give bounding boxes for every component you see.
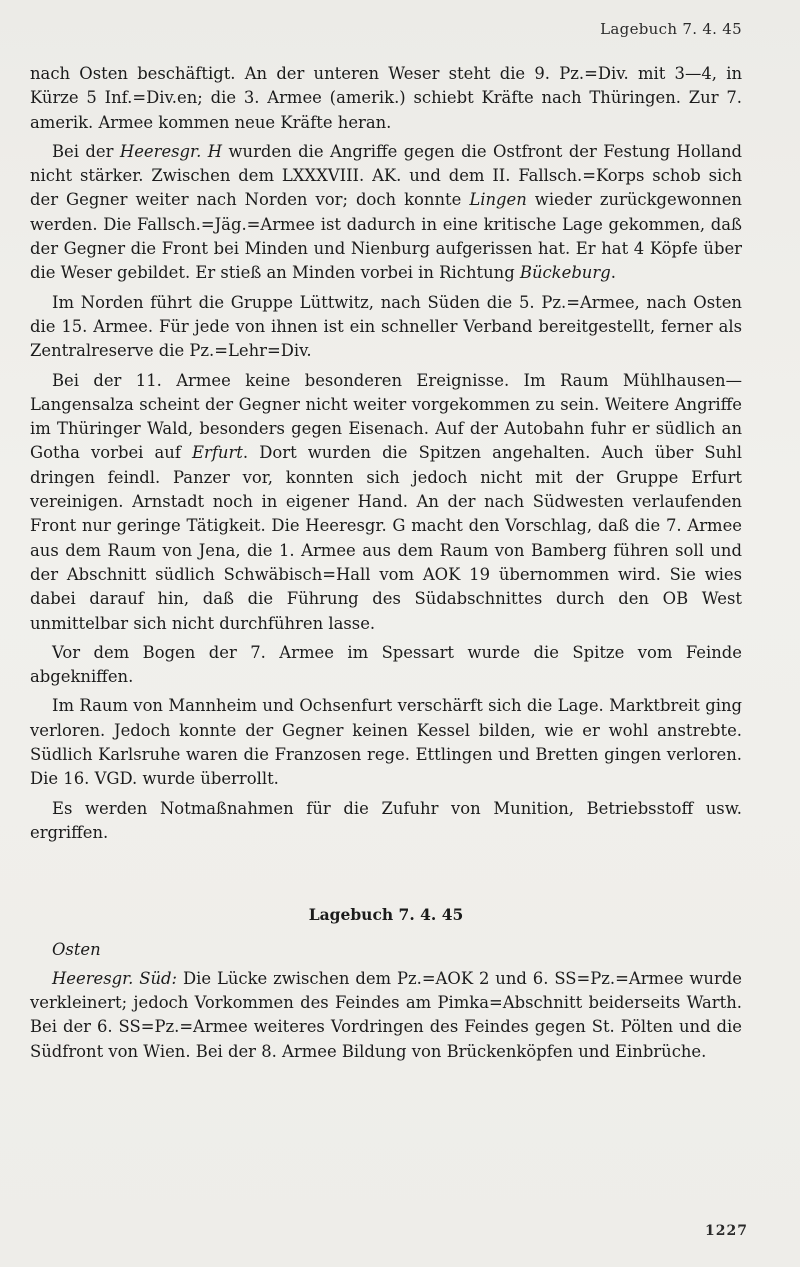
running-head: Lagebuch 7. 4. 45: [600, 20, 742, 38]
text-run: Vor dem Bogen der 7. Armee im Spessart wurde die Spitze vom Feinde abgekniffen.: [30, 642, 742, 687]
text-run: nach Osten beschäftigt. An der unteren Weser steht die 9. Pz.=Div. mit 3—4, in Kürze 5 Inf.=Div.en; die 3. Armee (amerik.) schiebt Kräfte nach Thüringen. Zur 7. amerik. Armee kommen neue Kräfte heran.: [30, 64, 742, 132]
paragraph: [30, 291, 742, 364]
text-run: Im Norden führt die Gruppe Lüttwitz, nach Süden die 5. Pz.=Armee, nach Osten die 15. Armee. Für jede von ihnen ist ein schneller Verband bereitgestellt, ferner als Zentralreserve die Pz.=Lehr=Div.: [30, 292, 742, 361]
subheading: Osten: [52, 939, 101, 959]
paragraph-list: [30, 62, 742, 845]
text-run: wurden die Angriffe gegen die Ostfront der Festung Holland nicht stärker. Zwischen dem LXXXVIII. AK. und dem II. Fallsch.=Korps schob sich der Gegner weiter nach Norden vor; doch konnte: [30, 141, 742, 210]
paragraph: [30, 641, 742, 690]
text-run: wieder zurückgewonnen werden. Die Fallsch.=Jäg.=Armee ist dadurch in eine kritische Lage gekommen, daß der Gegner die Front bei Minden und Nienburg aufgerissen hat. Er hat 4 Köpfe über die Weser gebildet. Er stieß an Minden vorbei in Richtung: [30, 190, 742, 283]
italic-text: Erfurt: [192, 443, 243, 463]
italic-text: Lingen: [469, 190, 527, 210]
paragraph: [30, 62, 742, 135]
page-number: 1227: [705, 1223, 748, 1239]
text-run: Die Lücke zwischen dem Pz.=AOK 2 und 6. SS=Pz.=Armee wurde verkleinert; jedoch Vorkommen des Feindes am Pimka=Abschnitt beiderseits Warth. Bei der 6. SS=Pz.=Armee weiteres Vordringen des Feindes gegen St. Pölten und die Südfront von Wien. Bei der 8. Armee Bildung von Brückenköpfen und Einbrüche.: [30, 968, 742, 1061]
section-title: Lagebuch 7. 4. 45: [308, 905, 464, 925]
final-paragraph-container: [30, 967, 742, 1064]
paragraph: [30, 140, 742, 286]
text-run: .: [610, 263, 616, 283]
paragraph: [30, 967, 742, 1064]
italic-text: Heeresgr. H: [119, 141, 223, 161]
italic-text: Bückeburg: [519, 263, 611, 283]
paragraph: [30, 369, 742, 636]
italic-text: Heeresgr. Süd:: [52, 968, 178, 988]
page-body: [30, 62, 742, 1069]
text-run: Im Raum von Mannheim und Ochsenfurt verschärft sich die Lage. Marktbreit ging verloren. Jedoch konnte der Gegner keinen Kessel bilden, wie er wohl anstrebte. Südlich Karlsruhe waren die Franzosen rege. Ettlingen und Bretten gingen verloren. Die 16. VGD. wurde überrollt.: [30, 696, 742, 789]
paragraph: [30, 797, 742, 846]
text-run: Es werden Notmaßnahmen für die Zufuhr von Munition, Betriebsstoff usw. ergriffen.: [30, 798, 742, 842]
text-run: . Dort wurden die Spitzen angehalten. Auch über Suhl dringen feindl. Panzer vor, konnten sich jedoch nicht mit der Gruppe Erfurt vereinigen. Arnstadt noch in eigener Hand. An der nach Südwesten verlaufenden Front nur geringe Tätigkeit. Die Heeresgr. G macht den Vorschlag, daß die 7. Armee aus dem Raum von Jena, die 1. Armee aus dem Raum von Bamberg führen soll und der Abschnitt südlich Schwäbisch=Hall vom AOK 19 übernommen wird. Sie wies dabei darauf hin, daß die Führung des Südabschnittes durch den OB West unmittelbar sich nicht durchführen lasse.: [30, 443, 742, 633]
text-run: Bei der: [52, 141, 120, 161]
text-run: Bei der 11. Armee keine besonderen Ereignisse. Im Raum Mühlhausen—Langensalza scheint der Gegner nicht weiter vorgekommen zu sein. Weitere Angriffe im Thüringer Wald, besonders gegen Eisenach. Auf der Autobahn fuhr er südlich an Gotha vorbei auf: [30, 370, 742, 463]
paragraph: [30, 694, 742, 791]
